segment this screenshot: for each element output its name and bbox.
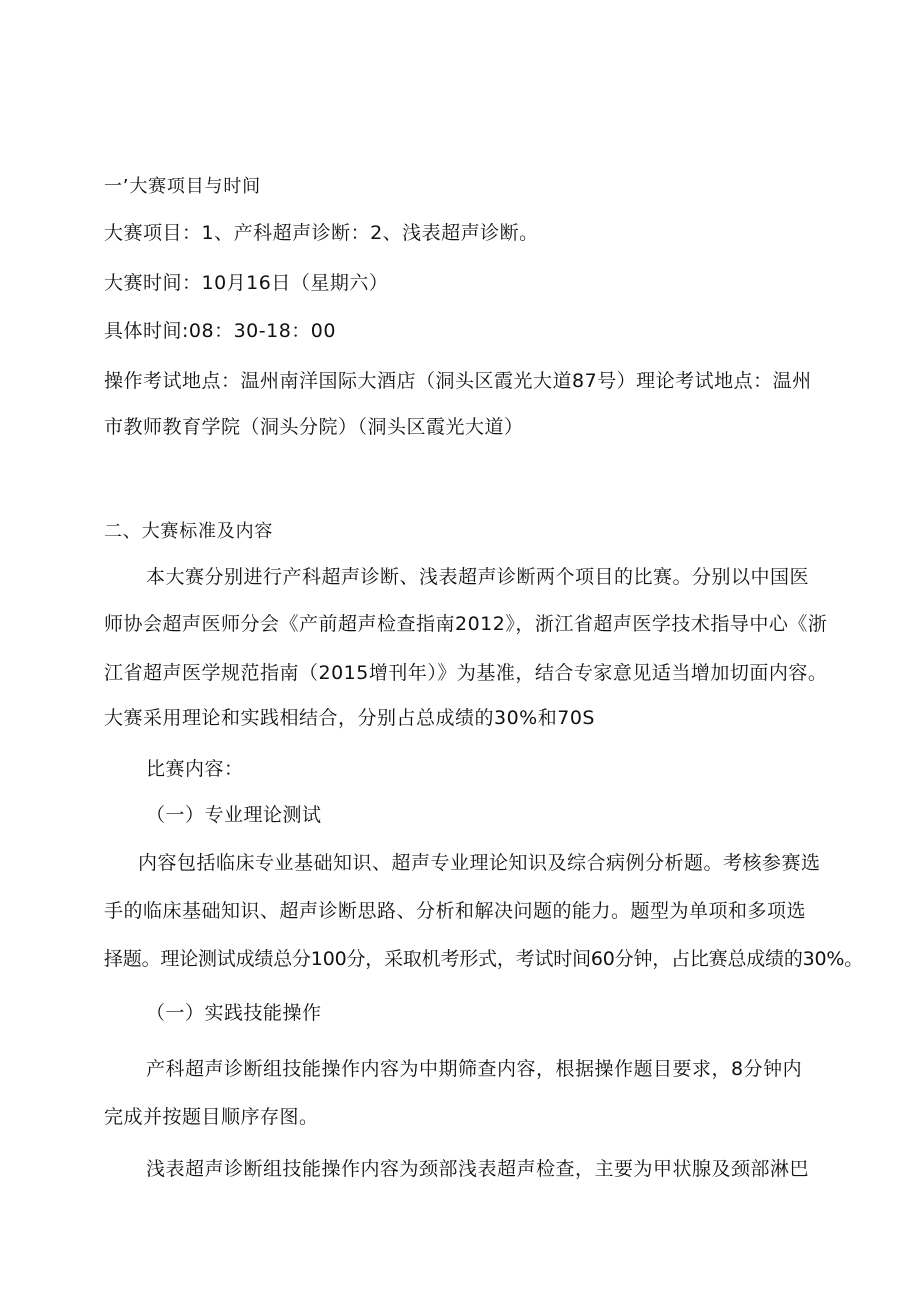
competition-time: 具体时间:08：30-18：00 (104, 320, 336, 342)
competition-date: 大赛时间：10月16日（星期六） (104, 272, 389, 294)
competition-content-label: 比赛内容： (146, 758, 244, 780)
standards-paragraph-line-3: 江省超声医学规范指南（2015增刊年）》为基准，结合专家意见适当增加切面内容。 (104, 662, 828, 684)
section-heading-standards: 二、大赛标准及内容 (104, 521, 274, 542)
theory-paragraph-line-3: 择题。理论测试成绩总分100分，采取机考形式，考试时间60分钟，占比赛总成绩的30%。 (104, 948, 864, 970)
theory-paragraph-line-1: 内容包括临床专业基础知识、超声专业理论知识及综合病例分析题。考核参赛选 (138, 852, 821, 874)
exam-location-line-1: 操作考试地点：温州南洋国际大酒店（洞头区霞光大道87号）理论考试地点：温州 (104, 370, 812, 392)
practice-skills-heading: （一）实践技能操作 (146, 1002, 322, 1024)
competition-projects: 大赛项目：1、产科超声诊断：2、浅表超声诊断。 (104, 222, 539, 244)
exam-location-line-2: 市教师教育学院（洞头分院）（洞头区霞光大道） (104, 416, 524, 438)
obstetric-paragraph-line-1: 产科超声诊断组技能操作内容为中期筛查内容，根据操作题目要求，8分钟内 (146, 1058, 803, 1080)
standards-paragraph-line-4: 大赛采用理论和实践相结合，分别占总成绩的30%和70S (104, 707, 595, 729)
obstetric-paragraph-line-2: 完成并按题目顺序存图。 (104, 1106, 319, 1128)
superficial-paragraph-line-1: 浅表超声诊断组技能操作内容为颈部浅表超声检查，主要为甲状腺及颈部淋巴 (146, 1158, 810, 1180)
standards-paragraph-line-1: 本大赛分别进行产科超声诊断、浅表超声诊断两个项目的比赛。分别以中国医 (146, 566, 810, 588)
theory-test-heading: （一）专业理论测试 (146, 804, 322, 826)
theory-paragraph-line-2: 手的临床基础知识、超声诊断思路、分析和解决问题的能力。题型为单项和多项选 (104, 900, 807, 922)
standards-paragraph-line-2: 师协会超声医师分会《产前超声检查指南2012》，浙江省超声医学技术指导中心《浙 (104, 613, 828, 635)
section-heading-competition-items: 一’大赛项目与时间 (104, 176, 261, 197)
